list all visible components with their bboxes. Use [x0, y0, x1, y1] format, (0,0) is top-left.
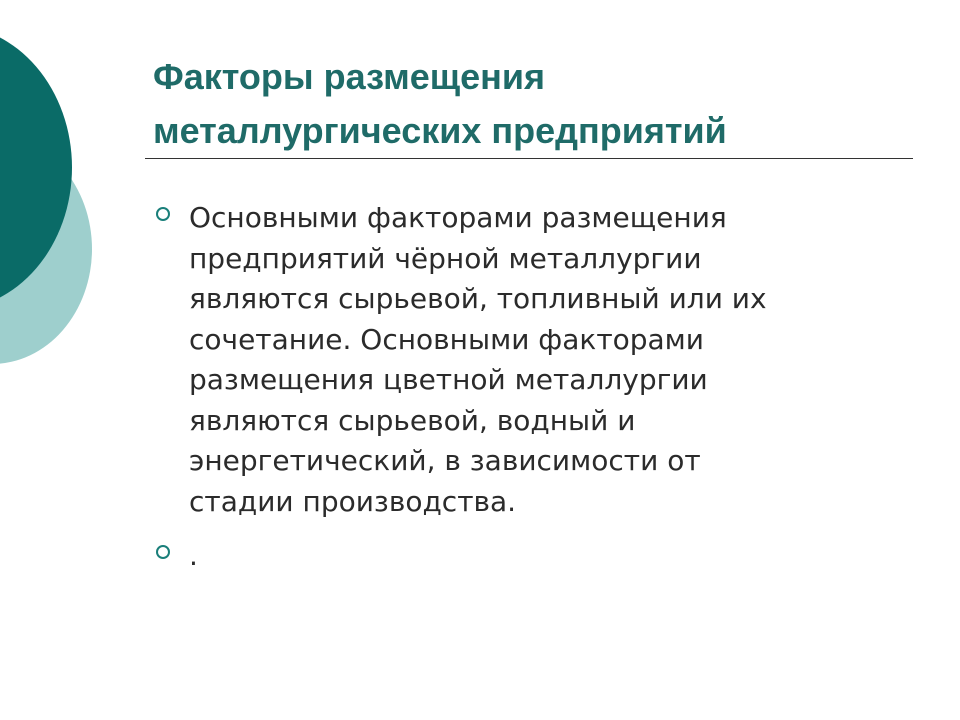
slide-title: [153, 50, 913, 158]
bullet-1-line-4: сочетание. Основными факторами: [189, 322, 705, 356]
bullet-1-line-3: являются сырьевой, топливный или их: [189, 282, 767, 315]
bullet-1-line-1: Основными факторами размещения: [189, 201, 727, 234]
hollow-circle-bullet-icon: [156, 545, 170, 559]
bullet-text-1: [189, 198, 893, 522]
bullet-1-line-7: энергетический, в зависимости от: [189, 444, 701, 477]
bullet-text-2: [189, 536, 893, 577]
bullet-1-line-5: размещения цветной металлургии: [189, 363, 708, 396]
title-line-1: Факторы размещения: [153, 56, 546, 97]
bullet-item-2: [153, 536, 893, 577]
hollow-circle-bullet-icon: [156, 207, 170, 221]
bullet-item-1: [153, 198, 893, 522]
title-line-2: металлургических предприятий: [153, 110, 727, 151]
title-divider: [145, 158, 913, 159]
bullet-1-line-2: предприятий чёрной металлургии: [189, 241, 702, 275]
bullet-list: [153, 198, 893, 591]
bullet-1-line-8: стадии производства.: [189, 484, 517, 518]
bullet-2-line-1: .: [189, 539, 198, 572]
bullet-1-line-6: являются сырьевой, водный и: [189, 403, 636, 437]
